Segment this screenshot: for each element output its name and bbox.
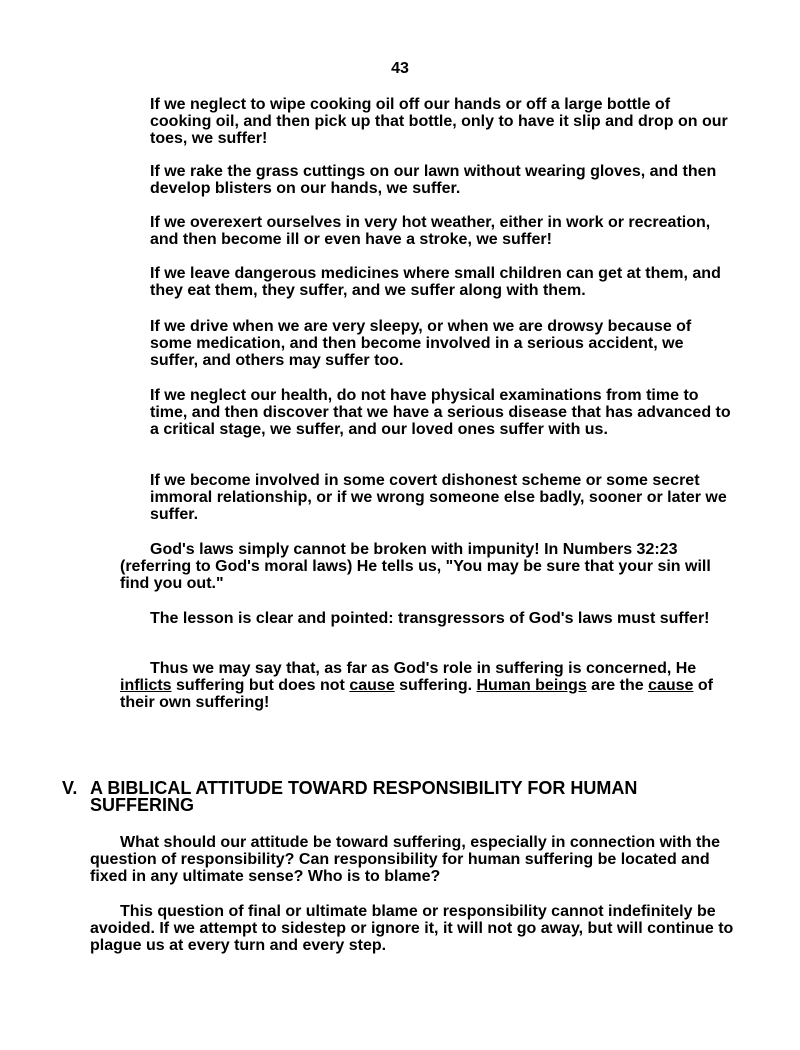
example-paragraph-3: If we overexert ourselves in very hot weather, either in work or recreation, and then become ill or even have a stroke, we suffer! [150,214,711,248]
thus-text-4: are the [586,677,649,694]
thus-text-5: of their own suffering! [120,677,713,711]
example-paragraph-6: If we neglect our health, do not have physical examinations from time to time, and then discover that we have a serious disease that has advanced to a critical stage, we suffer, and our loved ones suffer with us. [150,387,731,438]
underlined-human-beings: Human beings [476,677,587,694]
underlined-cause: cause [349,677,395,694]
page-number: 43 [391,60,409,77]
thus-text-1: Thus we may say that, as far as God's role in suffering is concerned, He [150,660,697,677]
underlined-cause-2: cause [648,677,694,694]
underlined-inflicts: inflicts [120,677,172,694]
example-paragraph-1: If we neglect to wipe cooking oil off our hands or off a large bottle of cooking oil, and then pick up that bottle, only to have it slip and drop on our toes, we suffer! [150,96,728,147]
thus-text-2: suffering but does not [171,677,350,694]
paragraph-blame: This question of final or ultimate blame or responsibility cannot indefinitely be avoided. If we attempt to sidestep or ignore it, it will not go away, but will continue to plague us at every turn and every step. [90,903,734,954]
paragraph-thus [120,660,735,711]
section-heading [62,780,742,814]
example-paragraph-5: If we drive when we are very sleepy, or when we are drowsy because of some medication, and then become involved in a serious accident, we suffer, and others may suffer too. [150,318,692,369]
example-paragraph-7: If we become involved in some covert dishonest scheme or some secret immoral relationship, or if we wrong someone else badly, sooner or later we suffer. [150,472,727,523]
section-title-line-1: A BIBLICAL ATTITUDE TOWARD RESPONSIBILITY FOR HUMAN [90,778,638,798]
thus-text-3: suffering. [394,677,477,694]
paragraph-gods-laws: God's laws simply cannot be broken with impunity! In Numbers 32:23 (referring to God's moral laws) He tells us, "You may be sure that your sin will find you out." [120,541,711,592]
section-numeral: V. [62,778,78,798]
paragraph-attitude: What should our attitude be toward suffering, especially in connection with the question of responsibility? Can responsibility for human suffering be located and fixed in any ultimate sense? Who is to blame? [90,834,721,885]
example-paragraph-4: If we leave dangerous medicines where small children can get at them, and they eat them, they suffer, and we suffer along with them. [150,265,721,299]
example-paragraph-2: If we rake the grass cuttings on our lawn without wearing gloves, and then develop blisters on our hands, we suffer. [150,163,717,197]
paragraph-lesson: The lesson is clear and pointed: transgressors of God's laws must suffer! [150,610,710,627]
section-title-line-2: SUFFERING [90,795,195,815]
